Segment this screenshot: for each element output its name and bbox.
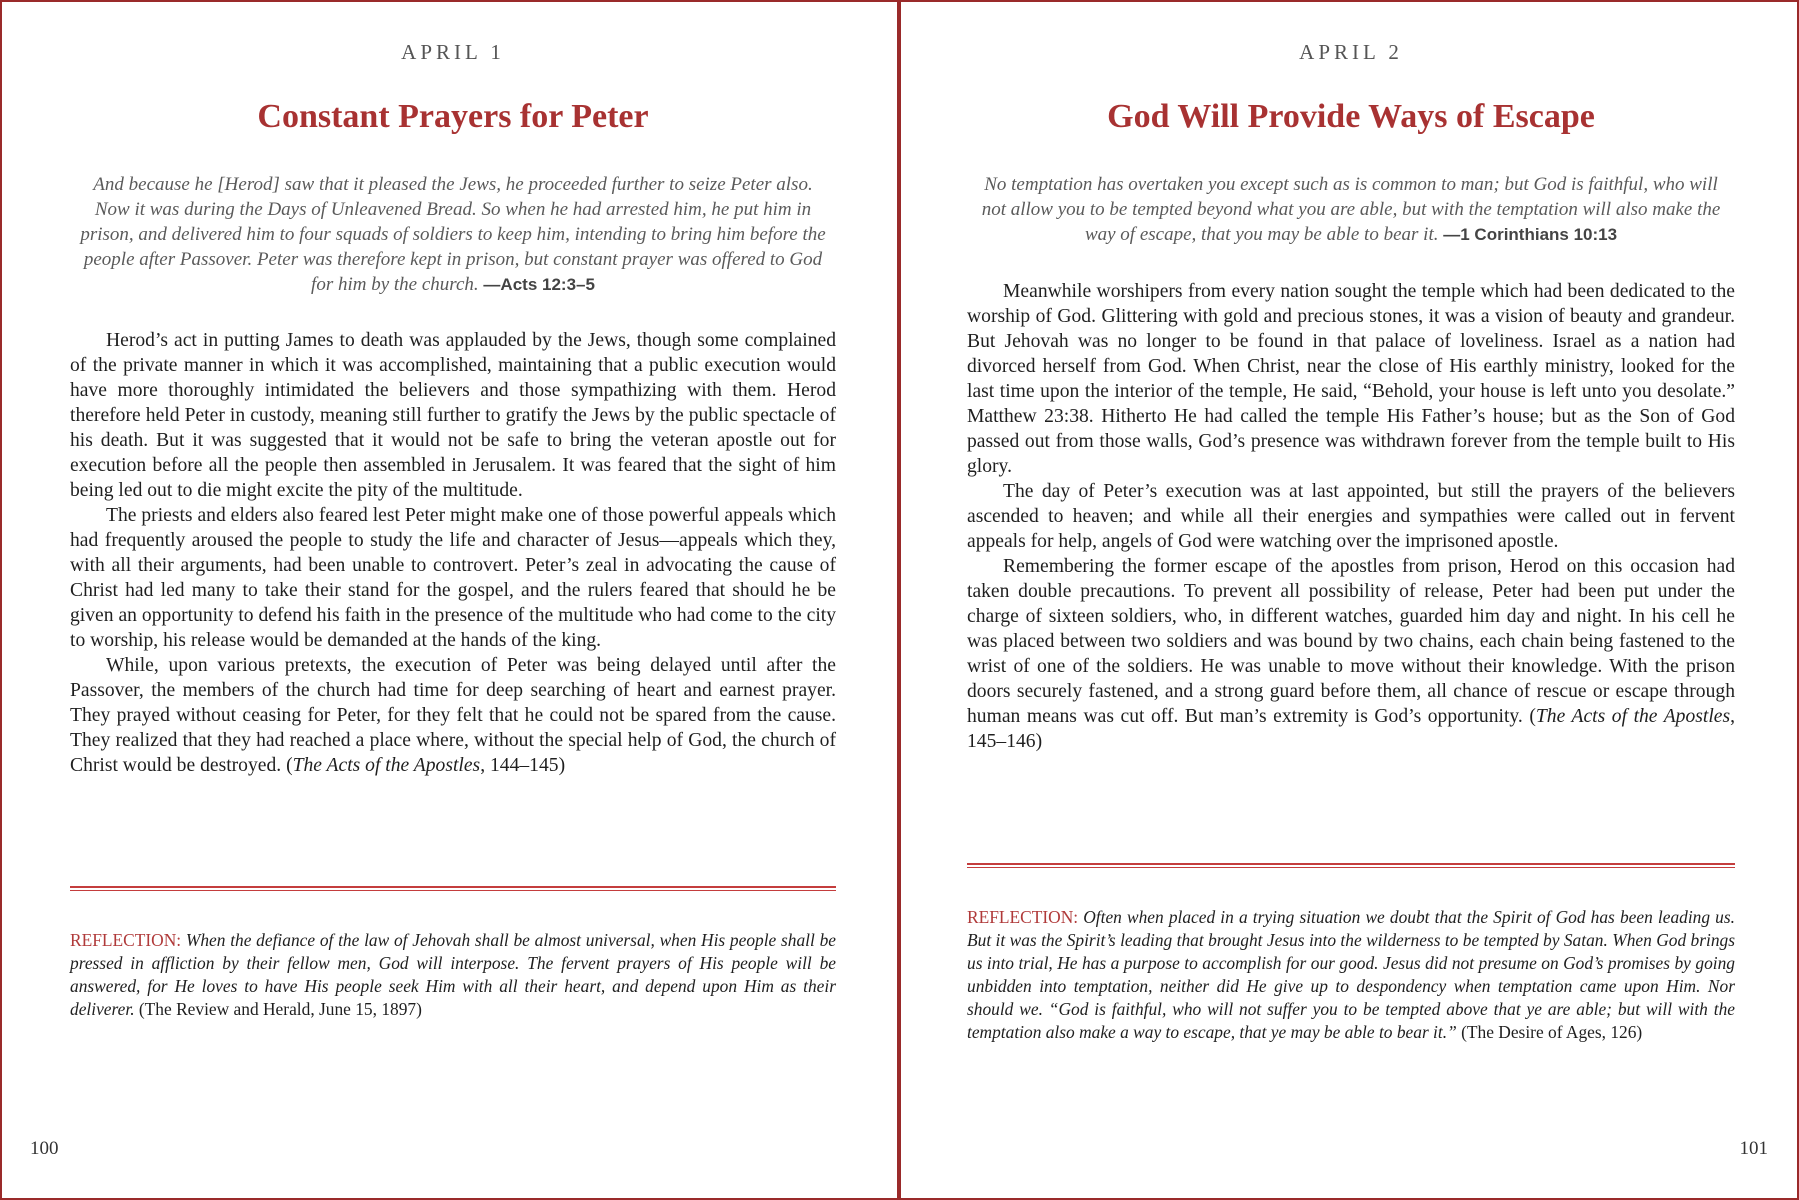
scripture-passage — [975, 172, 1727, 247]
section-divider — [70, 886, 836, 891]
reflection-label: REFLECTION: — [70, 930, 182, 950]
body-text — [70, 328, 836, 778]
body-paragraph: The day of Peter’s execution was at last appointed, but still the prayers of the believers ascended to heaven; and while all their energies and sympathies were called out in fervent appeals for help, angels of God were watching over the imprisoned apostle. — [967, 481, 1735, 552]
page-number: 100 — [30, 1138, 59, 1159]
reflection — [70, 929, 836, 1021]
right-page — [899, 2, 1796, 1198]
body-text — [967, 279, 1735, 754]
body-paragraph-text: While, upon various pretexts, the execution of Peter was being delayed until after the Passover, the members of the church had time for deep searching of heart and earnest prayer. They prayed without ceasing for Peter, for they felt that he could not be spared from the cause. They realized that they had reached a place where, without the special help of God, the church of Christ would be destroyed. — [70, 655, 836, 776]
body-paragraph — [967, 554, 1735, 754]
scripture-text: No temptation has overtaken you except such as is common to man; but God is faithful, who will not allow you to be tempted beyond what you are able, but with the temptation will also make the way of escape, that you may be able to bear it. — [981, 174, 1721, 245]
page-date: APRIL 1 — [401, 40, 505, 64]
reflection-source: (The Desire of Ages, 126) — [1456, 1022, 1643, 1042]
citation-title: The Acts of the Apostles — [1535, 706, 1731, 727]
reflection — [967, 906, 1735, 1044]
citation: (The Acts of the Apostles, 145–146) — [967, 706, 1735, 752]
scripture-reference: —Acts 12:3–5 — [483, 275, 595, 294]
reflection-source: (The Review and Herald, June 15, 1897) — [134, 999, 422, 1019]
reflection-label: REFLECTION: — [967, 907, 1079, 927]
scripture-passage — [78, 172, 828, 297]
left-page — [2, 2, 899, 1198]
page-number: 101 — [1739, 1138, 1768, 1159]
reflection-text: Often when placed in a trying situation we doubt that the Spirit of God has been leading us. But it was the Spirit’s leading that brought Jesus into the wilderness to be tempted by Satan. When God brings us into trial, He has a purpose to accomplish for our good. Jesus did not presume on God’s promises by going unbidden into temptation, neither did He give up to despondency when temptation came upon Him. Nor should we. “God is faithful, who will not suffer you to be tempted above that ye are able; but will with the temptation also make a way to escape, that ye may be able to bear it.” — [967, 907, 1735, 1042]
section-divider — [967, 863, 1735, 868]
scripture-reference: —1 Corinthians 10:13 — [1443, 225, 1618, 244]
body-paragraph: The priests and elders also feared lest Peter might make one of those powerful appeals which had frequently aroused the people to study the life and character of Jesus—appeals which they, with all their arguments, had been unable to controvert. Peter’s zeal in advocating the cause of Christ had led many to take their stand for the gospel, and the rulers feared that should he be given an opportunity to defend his faith in the presence of the multitude who had come to the city to worship, his release would be demanded at the hands of the king. — [70, 505, 836, 651]
citation: (The Acts of the Apostles, 144–145) — [286, 755, 566, 776]
page-date: APRIL 2 — [1299, 40, 1403, 64]
body-paragraph: Meanwhile worshipers from every nation sought the temple which had been dedicated to the worship of God. Glittering with gold and precious stones, it was a vision of beauty and grandeur. But Jehovah was no longer to be found in that palace of loveliness. Israel as a nation had divorced herself from God. When Christ, near the close of His earthly ministry, looked for the last time upon the interior of the temple, He said, “Behold, your house is left unto you desolate.” Matthew 23:38. Hitherto He had called the temple His Father’s house; but as the Son of God passed out from those walls, God’s presence was withdrawn forever from the temple built to His glory. — [967, 281, 1735, 477]
scripture-text: And because he [Herod] saw that it pleased the Jews, he proceeded further to seize Peter also. Now it was during the Days of Unleavened Bread. So when he had arrested him, he put him in prison, and delivered him to four squads of soldiers to keep him, intending to bring him before the people after Passover. Peter was therefore kept in prison, but constant prayer was offered to God for him by the church. — [80, 174, 826, 295]
body-paragraph: Herod’s act in putting James to death was applauded by the Jews, though some complained of the private manner in which it was accomplished, maintaining that a public execution would have more thoroughly intimidated the believers and those sympathizing with them. Herod therefore held Peter in custody, meaning still further to gratify the Jews by the public spectacle of his death. But it was suggested that it would not be safe to bring the veteran apostle out for execution before all the people then assembled in Jerusalem. It was feared that the sight of him being led out to die might excite the pity of the multitude. — [70, 330, 836, 501]
reflection-text: When the defiance of the law of Jehovah shall be almost universal, when His people shall be pressed in affliction by their fellow men, God will interpose. The fervent prayers of His people will be answered, for He loves to have His people seek Him with all their heart, and depend upon Him as their deliverer. — [70, 930, 836, 1019]
body-paragraph — [70, 653, 836, 778]
citation-title: The Acts of the Apostles — [292, 755, 481, 776]
body-paragraph-text: Remembering the former escape of the apostles from prison, Herod on this occasion had taken double precautions. To prevent all possibility of release, Peter had been put under the charge of sixteen soldiers, who, in different watches, guarded him day and night. In his cell he was placed between two soldiers and was bound by two chains, each chain being fastened to the wrist of one of the soldiers. He was unable to move without their knowledge. With the prison doors securely fastened, and a strong guard before them, all chance of rescue or escape through human means was cut off. But man’s extremity is God’s opportunity. — [967, 556, 1735, 727]
page-title: God Will Provide Ways of Escape — [1107, 98, 1595, 135]
page-title: Constant Prayers for Peter — [257, 98, 649, 135]
